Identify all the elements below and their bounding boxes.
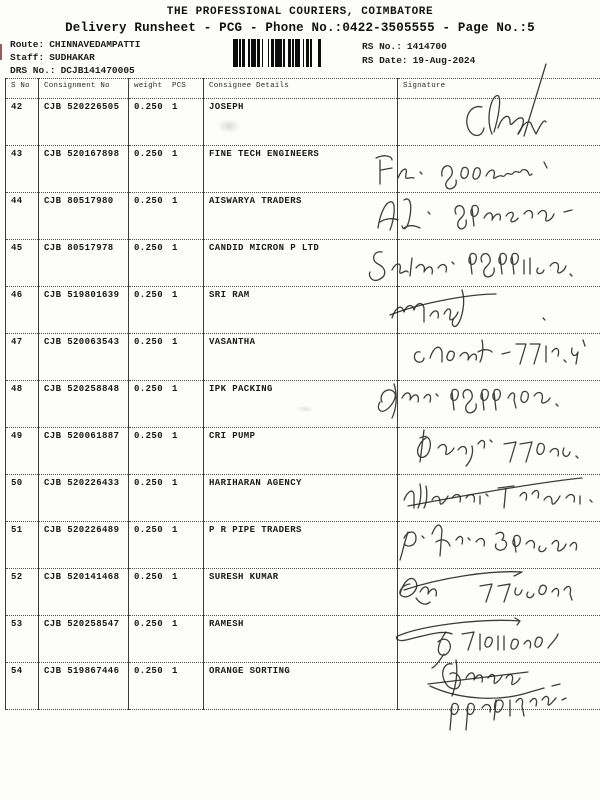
pcs-value: 1 [172,290,178,300]
pcs-value: 1 [172,431,178,441]
weight-value: 0.250 [134,572,164,582]
consignment-no-cell: CJB 520061887 [39,428,129,475]
pcs-value: 1 [172,478,178,488]
table-row [6,240,600,287]
weight-pcs-cell [129,522,204,569]
signature-cell [398,616,600,663]
company-title: THE PROFESSIONAL COURIERS, COIMBATORE [166,6,434,18]
weight-pcs-cell [129,616,204,663]
s-no-cell: 45 [6,240,39,287]
consignee-cell: SURESH KUMAR [204,569,398,616]
consignment-no-cell: CJB 520141468 [39,569,129,616]
weight-value: 0.250 [134,102,164,112]
table-row [6,287,600,334]
weight-pcs-cell [129,240,204,287]
staff-label: Staff: [10,51,45,63]
s-no-cell: 53 [6,616,39,663]
signature-cell [398,428,600,475]
consignment-no-cell: CJB 519867446 [39,663,129,710]
drs-no-line [10,65,140,78]
signature-cell [398,287,600,334]
weight-value: 0.250 [134,431,164,441]
staff-value: SUDHAKAR [49,51,95,63]
consignment-no-cell: CJB 520063543 [39,334,129,381]
scan-smudge [292,404,318,414]
table-row [6,146,600,193]
consignee-cell: ORANGE SORTING [204,663,398,710]
pcs-value: 1 [172,243,178,253]
drs-no-value: DCJB141470005 [60,64,135,76]
s-no-cell: 42 [6,99,39,146]
header-consignment-no: Consignment No [39,79,129,99]
header-s-no: S No [6,79,39,99]
s-no-cell: 47 [6,334,39,381]
consignee-cell: RAMESH [204,616,398,663]
consignment-no-cell: CJB 520167898 [39,146,129,193]
s-no-cell: 50 [6,475,39,522]
weight-value: 0.250 [134,196,164,206]
consignee-cell: AISWARYA TRADERS [204,193,398,240]
staff-line [10,52,140,65]
consignment-no-cell: CJB 520258547 [39,616,129,663]
signature-cell [398,240,600,287]
consignment-no-cell: CJB 519801639 [39,287,129,334]
signature-cell [398,569,600,616]
rs-no-label: RS No.: [362,41,402,52]
s-no-cell: 49 [6,428,39,475]
barcode-icon [233,39,321,67]
weight-value: 0.250 [134,478,164,488]
signature-cell [398,99,600,146]
s-no-cell: 54 [6,663,39,710]
s-no-cell: 51 [6,522,39,569]
table-row [6,334,600,381]
consignment-no-cell: CJB 520226489 [39,522,129,569]
consignee-cell: CRI PUMP [204,428,398,475]
consignee-cell: JOSEPH [204,99,398,146]
consignment-no-cell: CJB 80517980 [39,193,129,240]
consignee-cell: CANDID MICRON P LTD [204,240,398,287]
weight-pcs-cell [129,569,204,616]
signature-cell [398,193,600,240]
signature-cell [398,146,600,193]
table-row [6,569,600,616]
header-consignee-details: Consignee Details [204,79,398,99]
consignee-cell: HARIHARAN AGENCY [204,475,398,522]
weight-value: 0.250 [134,243,164,253]
pcs-value: 1 [172,102,178,112]
table-row [6,616,600,663]
pcs-value: 1 [172,196,178,206]
scan-smudge [212,116,246,136]
rs-no-line [362,40,475,54]
table-row [6,475,600,522]
rs-no-value: 1414700 [406,41,447,52]
weight-value: 0.250 [134,384,164,394]
weight-pcs-cell [129,146,204,193]
signature-cell [398,381,600,428]
table-row [6,193,600,240]
weight-pcs-cell [129,663,204,710]
document-header [0,6,600,35]
scan-artifact [0,44,2,60]
header-weight: weight [134,82,163,90]
header-signature: Signature [398,79,600,99]
pcs-value: 1 [172,619,178,629]
signature-cell [398,334,600,381]
consignee-cell: P R PIPE TRADERS [204,522,398,569]
meta-right-block [362,40,475,67]
weight-value: 0.250 [134,337,164,347]
s-no-cell: 52 [6,569,39,616]
weight-value: 0.250 [134,149,164,159]
weight-pcs-cell [129,99,204,146]
s-no-cell: 43 [6,146,39,193]
signature-cell [398,663,600,710]
pcs-value: 1 [172,666,178,676]
signature-cell [398,522,600,569]
consignment-no-cell: CJB 80517978 [39,240,129,287]
s-no-cell: 46 [6,287,39,334]
consignment-no-cell: CJB 520258848 [39,381,129,428]
weight-pcs-cell [129,193,204,240]
header-weight-pcs [129,79,204,99]
route-label: Route: [10,39,45,50]
weight-pcs-cell [129,428,204,475]
table-row [6,663,600,710]
signature-cell [398,475,600,522]
table-row [6,99,600,146]
weight-pcs-cell [129,475,204,522]
consignment-no-cell: CJB 520226505 [39,99,129,146]
s-no-cell: 48 [6,381,39,428]
weight-value: 0.250 [134,619,164,629]
table-header-row [6,79,600,99]
consignee-cell: IPK PACKING [204,381,398,428]
rs-date-label: RS Date: [362,54,408,66]
route-value: CHINNAVEDAMPATTI [49,39,141,50]
weight-pcs-cell [129,287,204,334]
pcs-value: 1 [172,149,178,159]
consignee-cell: FINE TECH ENGINEERS [204,146,398,193]
weight-pcs-cell [129,334,204,381]
pcs-value: 1 [172,384,178,394]
consignment-no-cell: CJB 520226433 [39,475,129,522]
weight-value: 0.250 [134,666,164,676]
rs-date-line [362,54,475,68]
weight-value: 0.250 [134,290,164,300]
pcs-value: 1 [172,525,178,535]
route-line [10,39,140,52]
consignee-cell: SRI RAM [204,287,398,334]
table-row [6,522,600,569]
weight-pcs-cell [129,381,204,428]
pcs-value: 1 [172,337,178,347]
meta-left-block [10,39,140,77]
runsheet-subtitle: Delivery Runsheet - PCG - Phone No.:0422-3505555 - Page No.:5 [65,21,535,35]
drs-no-label: DRS No.: [10,64,56,76]
weight-value: 0.250 [134,525,164,535]
runsheet-table [5,78,600,710]
s-no-cell: 44 [6,193,39,240]
rs-date-value: 19-Aug-2024 [412,54,476,66]
table-row [6,428,600,475]
header-pcs: PCS [172,82,187,90]
consignee-cell: VASANTHA [204,334,398,381]
pcs-value: 1 [172,572,178,582]
